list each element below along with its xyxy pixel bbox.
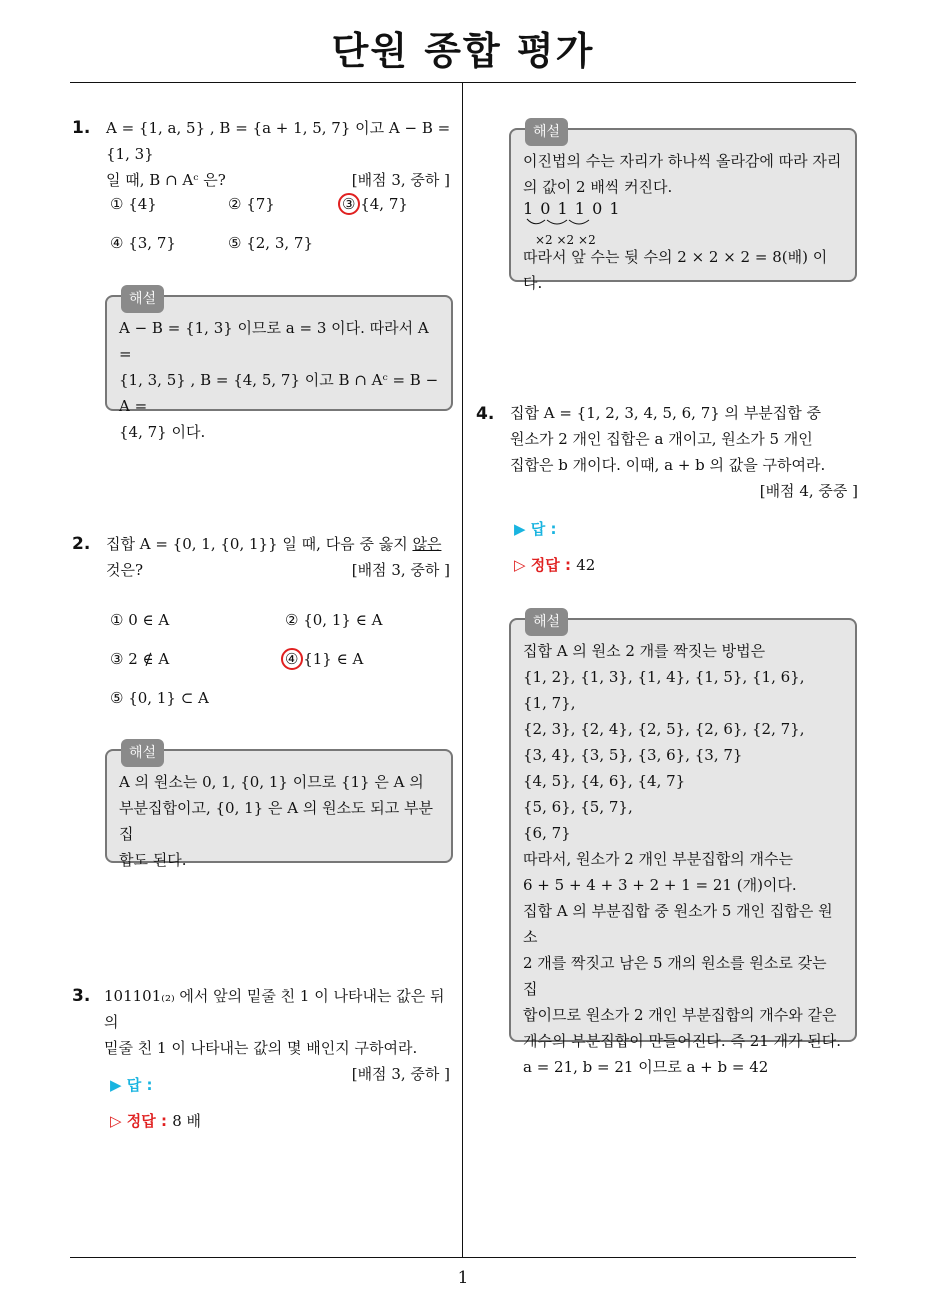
solution-line: a = 21, b = 21 이므로 a + b = 42	[523, 1058, 769, 1076]
bottom-rule	[70, 1257, 856, 1258]
binary-digits: 1 0 1 1 0 1	[523, 199, 621, 218]
solution-line: 의 값이 2 배씩 커진다.	[523, 178, 673, 196]
solution-line: 부분집합이고, {0, 1} 은 A 의 원소도 되고 부분집	[119, 799, 434, 843]
correct-answer-value: 8 배	[172, 1112, 202, 1130]
selected-answer-circle	[281, 648, 303, 670]
column-divider	[462, 83, 463, 1257]
option-5[interactable]: ⑤ {0, 1} ⊂ A	[110, 689, 209, 707]
question-number: 3.	[72, 986, 91, 1006]
answer-field-label[interactable]: ▶ 답 :	[514, 520, 557, 538]
correct-answer	[514, 554, 595, 575]
question-2-text	[106, 531, 456, 583]
points-label: [배점 3, 중하 ]	[351, 171, 450, 189]
question-number: 1.	[72, 118, 91, 138]
question-4-text	[510, 400, 860, 504]
solution-line: 2 개를 짝짓고 남은 5 개의 원소를 원소로 갖는 집	[523, 954, 827, 998]
points-label: [배점 4, 중중 ]	[759, 482, 858, 500]
question-1-text	[106, 115, 456, 193]
question-line: 원소가 2 개인 집합은 a 개이고, 원소가 5 개인	[510, 430, 813, 448]
correct-answer	[110, 1110, 201, 1131]
points-label: [배점 3, 중하 ]	[351, 561, 450, 579]
solution-line: {2, 3}, {2, 4}, {2, 5}, {2, 6}, {2, 7},	[523, 720, 805, 738]
solution-line: 개수의 부분집합이 만들어진다. 즉 21 개가 된다.	[523, 1032, 842, 1050]
option-3[interactable]: ③ {4, 7}	[342, 195, 408, 213]
solution-line: {1, 2}, {1, 3}, {1, 4}, {1, 5}, {1, 6},	[523, 668, 805, 686]
solution-line: 합이므로 원소가 2 개인 부분집합의 개수와 같은	[523, 1006, 837, 1024]
question-line: 집합은 b 개이다. 이때, a + b 의 값을 구하여라.	[510, 456, 826, 474]
solution-line: 집합 A 의 원소 2 개를 짝짓는 방법은	[523, 642, 766, 660]
correct-answer-value: 42	[576, 556, 596, 574]
question-line: 집합 A = {1, 2, 3, 4, 5, 6, 7} 의 부분집합 중	[510, 404, 822, 422]
solution-line: {5, 6}, {5, 7},	[523, 798, 633, 816]
option-1[interactable]: ① 0 ∈ A	[110, 611, 170, 629]
page-title: 단원 종합 평가	[331, 29, 595, 73]
solution-line: A 의 원소는 0, 1, {0, 1} 이므로 {1} 은 A 의	[119, 773, 424, 791]
option-4[interactable]: ④ {3, 7}	[110, 234, 176, 252]
option-3[interactable]: ③ 2 ∉ A	[110, 650, 170, 668]
solution-label: 해설	[525, 608, 568, 636]
solution-line: 따라서 앞 수는 뒷 수의 2 × 2 × 2 = 8(배) 이다.	[523, 248, 828, 292]
option-2[interactable]: ② {7}	[228, 195, 275, 213]
solution-line: {1, 7},	[523, 694, 576, 712]
option-4[interactable]: ④ {1} ∈ A	[285, 650, 364, 668]
solution-line: A − B = {1, 3} 이므로 a = 3 이다. 따라서 A =	[119, 319, 429, 363]
solution-line: 따라서, 원소가 2 개인 부분집합의 개수는	[523, 850, 793, 868]
question-line: 집합 A = {0, 1, {0, 1}} 일 때, 다음 중 옳지	[106, 535, 413, 553]
solution-box	[509, 614, 857, 1076]
option-5[interactable]: ⑤ {2, 3, 7}	[228, 234, 314, 252]
solution-label: 해설	[121, 739, 164, 767]
solution-line: {3, 4}, {3, 5}, {3, 6}, {3, 7}	[523, 746, 743, 764]
underlined-word: 않은	[412, 535, 442, 553]
solution-line: {1, 3, 5} , B = {4, 5, 7} 이고 B ∩ Aᶜ = B − A =	[119, 371, 439, 415]
solution-line: 이진법의 수는 자리가 하나씩 올라감에 따라 자리	[523, 152, 842, 170]
question-line: 일 때, B ∩ Aᶜ 은?	[106, 171, 226, 189]
option-1[interactable]: ① {4}	[110, 195, 157, 213]
solution-box	[105, 745, 453, 869]
question-number: 4.	[476, 404, 495, 424]
question-line-row	[106, 531, 456, 557]
solution-line: {4, 5}, {4, 6}, {4, 7}	[523, 772, 686, 790]
solution-line: {4, 7} 이다.	[119, 423, 206, 441]
answer-field-label[interactable]: ▶ 답 :	[110, 1076, 153, 1094]
question-3-text	[104, 983, 456, 1087]
question-line-row	[106, 557, 456, 583]
multiplier-label: ×2 ×2 ×2	[535, 233, 596, 247]
solution-box	[509, 124, 857, 292]
correct-answer-label: ▷ 정답 :	[514, 556, 571, 574]
binary-diagram	[523, 199, 843, 247]
solution-box	[105, 291, 453, 441]
solution-line: {6, 7}	[523, 824, 571, 842]
solution-label: 해설	[121, 285, 164, 313]
question-line: 101101₍₂₎ 에서 앞의 밑줄 친 1 이 나타내는 값은 뒤의	[104, 987, 445, 1031]
page-number: 1	[457, 1268, 469, 1288]
solution-label: 해설	[525, 118, 568, 146]
question-number: 2.	[72, 534, 91, 554]
solution-line: 합도 된다.	[119, 851, 187, 869]
selected-answer-circle	[338, 193, 360, 215]
solution-line: 집합 A 의 부분집합 중 원소가 5 개인 집합은 원소	[523, 902, 833, 946]
solution-line: 6 + 5 + 4 + 3 + 2 + 1 = 21 (개)이다.	[523, 876, 797, 894]
question-line: 밑줄 친 1 이 나타내는 값의 몇 배인지 구하여라.	[104, 1039, 418, 1057]
question-line-row	[106, 167, 456, 193]
question-line: A = {1, a, 5} , B = {a + 1, 5, 7} 이고 A − B = {1, 3}	[106, 119, 451, 163]
correct-answer-label: ▷ 정답 :	[110, 1112, 167, 1130]
top-rule	[70, 82, 856, 83]
points-label: [배점 3, 중하 ]	[351, 1065, 450, 1083]
question-line: 것은?	[106, 561, 144, 579]
option-2[interactable]: ② {0, 1} ∈ A	[285, 611, 383, 629]
